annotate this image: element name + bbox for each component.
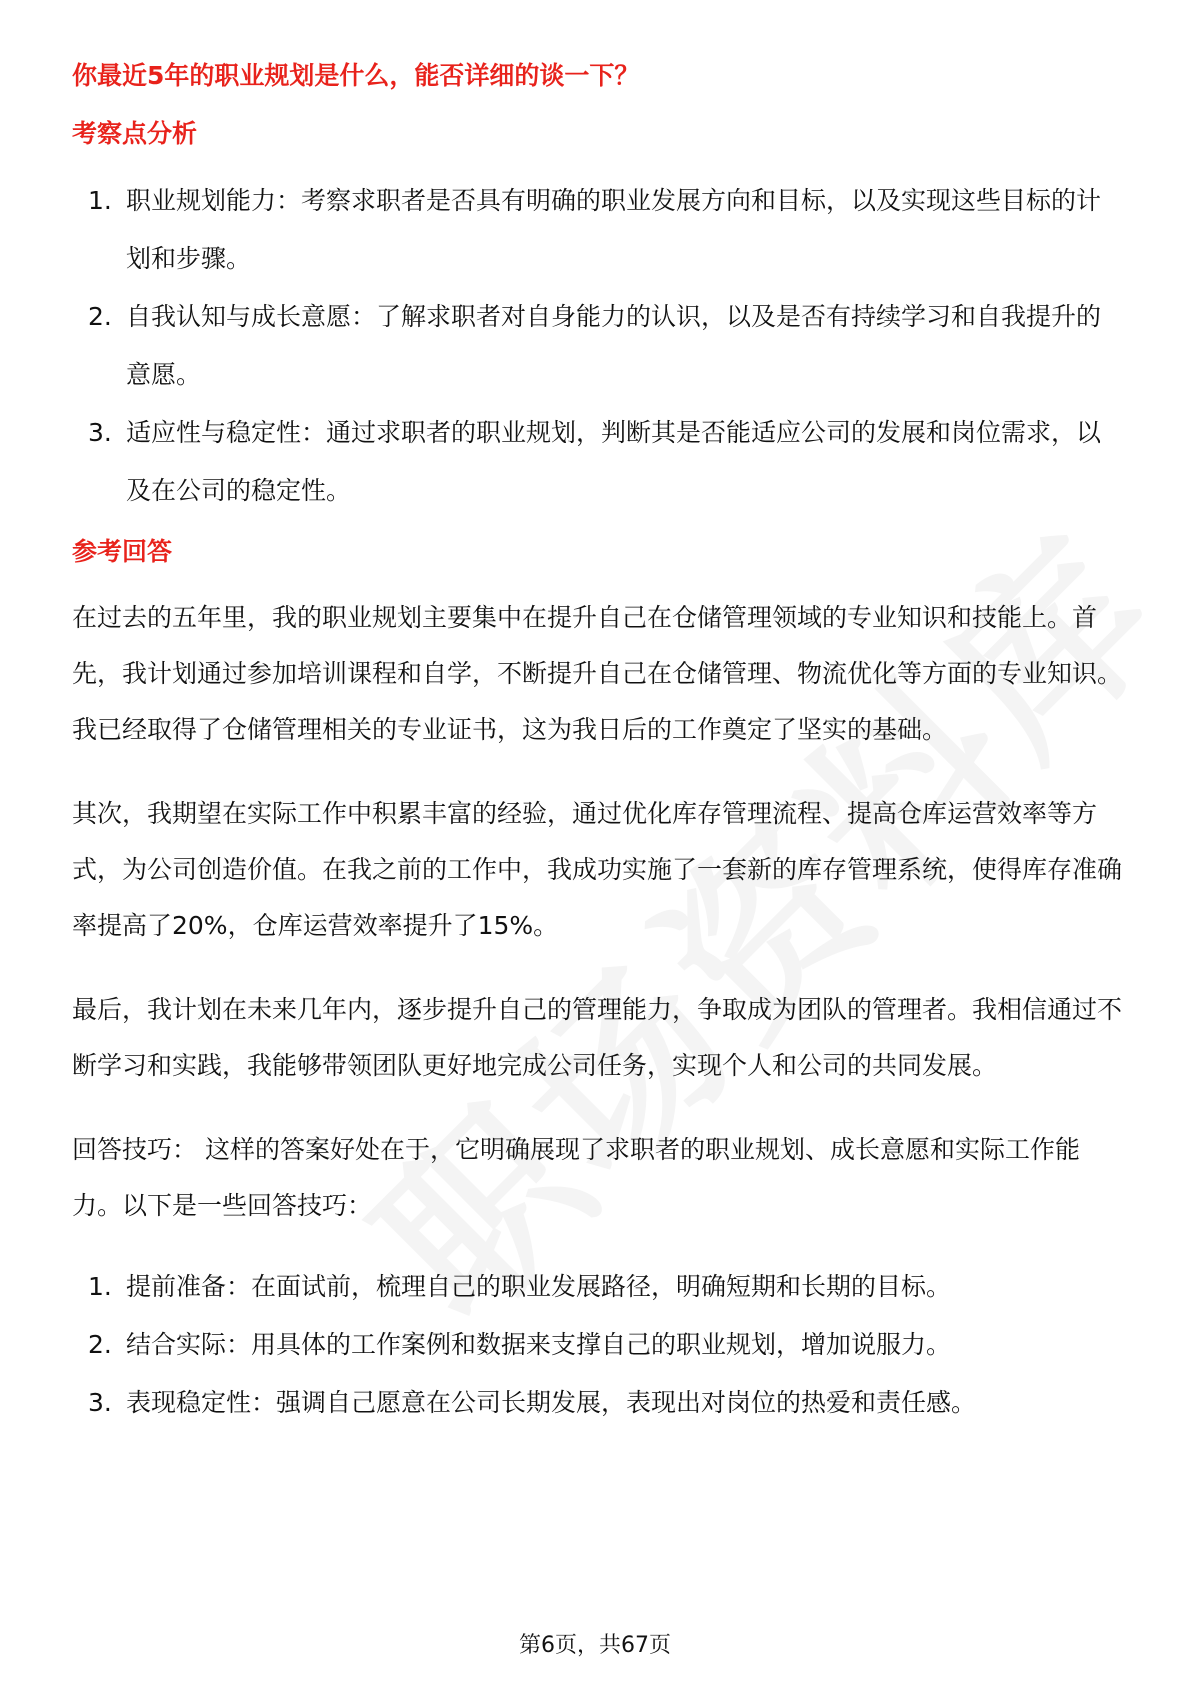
- analysis-item-text: 职业规划能力：考察求职者是否具有明确的职业发展方向和目标，以及实现这些目标的计划和步骤。: [126, 186, 1102, 273]
- analysis-item: [72, 288, 1122, 404]
- analysis-item: [72, 172, 1122, 288]
- reference-title: 参考回答: [72, 537, 173, 566]
- list-number: 1.: [88, 186, 112, 215]
- tips-list: [72, 1258, 1122, 1432]
- document-content: [72, 58, 1122, 1432]
- list-number: 3.: [88, 418, 112, 447]
- tip-text: 提前准备：在面试前，梳理自己的职业发展路径，明确短期和长期的目标。: [126, 1272, 952, 1301]
- tip-item: [72, 1258, 1122, 1316]
- tip-text: 表现稳定性：强调自己愿意在公司长期发展，表现出对岗位的热爱和责任感。: [126, 1388, 977, 1417]
- answer-paragraph: 其次，我期望在实际工作中积累丰富的经验，通过优化库存管理流程、提高仓库运营效率等方式，为公司创造价值。在我之前的工作中，我成功实施了一套新的库存管理系统，使得库存准确率提高了20%，仓库运营效率提升了15%。: [72, 799, 1123, 940]
- analysis-item-text: 自我认知与成长意愿：了解求职者对自身能力的认识，以及是否有持续学习和自我提升的意愿。: [126, 302, 1102, 389]
- list-number: 3.: [88, 1388, 112, 1417]
- answer-paragraph: 最后，我计划在未来几年内，逐步提升自己的管理能力，争取成为团队的管理者。我相信通过不断学习和实践，我能够带领团队更好地完成公司任务，实现个人和公司的共同发展。: [72, 995, 1123, 1080]
- tip-item: [72, 1374, 1122, 1432]
- analysis-item: [72, 404, 1122, 520]
- question-heading: 你最近5年的职业规划是什么，能否详细的谈一下？: [72, 61, 640, 90]
- list-number: 2.: [88, 302, 112, 331]
- tips-intro: 回答技巧： 这样的答案好处在于，它明确展现了求职者的职业规划、成长意愿和实际工作能力。以下是一些回答技巧：: [72, 1135, 1080, 1220]
- list-number: 2.: [88, 1330, 112, 1359]
- analysis-list: [72, 172, 1122, 520]
- list-number: 1.: [88, 1272, 112, 1301]
- tip-item: [72, 1316, 1122, 1374]
- analysis-item-text: 适应性与稳定性：通过求职者的职业规划，判断其是否能适应公司的发展和岗位需求，以及在公司的稳定性。: [126, 418, 1102, 505]
- tip-text: 结合实际：用具体的工作案例和数据来支撑自己的职业规划，增加说服力。: [126, 1330, 952, 1359]
- analysis-title: 考察点分析: [72, 119, 198, 148]
- answer-paragraph: 在过去的五年里，我的职业规划主要集中在提升自己在仓储管理领域的专业知识和技能上。首先，我计划通过参加培训课程和自学，不断提升自己在仓储管理、物流优化等方面的专业知识。我已经取得了仓储管理相关的专业证书，这为我日后的工作奠定了坚实的基础。: [72, 603, 1123, 744]
- page-footer: 第6页，共67页: [519, 1633, 671, 1658]
